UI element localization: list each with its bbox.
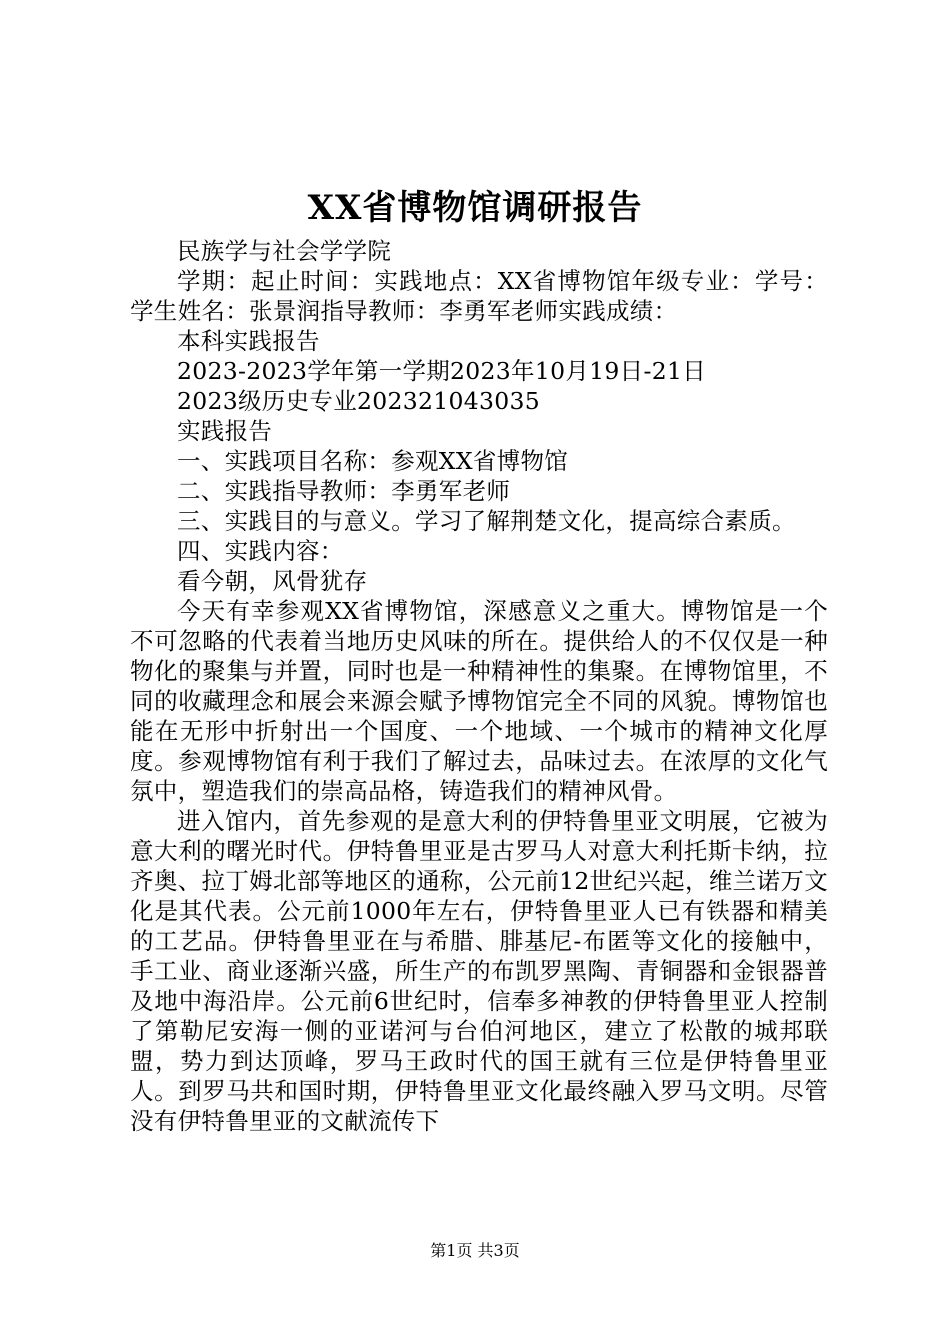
paragraph-term-dates: 2023-2023学年第一学期2023年10月19日-21日: [177, 357, 707, 385]
paragraph-section-3: 三、实践目的与意义。学习了解荆楚文化，提高综合素质。: [177, 507, 796, 535]
paragraph-section-1: 一、实践项目名称：参观XX省博物馆: [177, 447, 569, 475]
page-footer: 第1页 共3页: [430, 1241, 520, 1260]
paragraph-college: 民族学与社会学学院: [177, 237, 392, 265]
paragraph-report-heading: 实践报告: [177, 417, 273, 445]
paragraph-section-4: 四、实践内容：: [177, 537, 344, 565]
document-title: XX省博物馆调研报告: [307, 188, 643, 228]
paragraph-body-1: 今天有幸参观XX省博物馆，深感意义之重大。博物馆是一个不可忽略的代表着当地历史风味的所在。提供给人的不仅仅是一种物化的聚集与并置，同时也是一种精神性的集聚。在博物馆里，不同的收藏理念和展会来源会赋予博物馆完全不同的风貌。博物馆也能在无形中折射出一个国度、一个地域、一个城市的精神文化厚度。参观博物馆有利于我们了解过去，品味过去。在浓厚的文化气氛中，塑造我们的崇高品格，铸造我们的精神风骨。: [130, 597, 828, 805]
document-body: [130, 236, 828, 1136]
paragraph-course-info: 学期：起止时间：实践地点：XX省博物馆年级专业：学号：学生姓名：张景润指导教师：李勇军老师实践成绩：: [130, 267, 828, 325]
paragraph-body-2: 进入馆内，首先参观的是意大利的伊特鲁里亚文明展，它被为意大利的曙光时代。伊特鲁里亚是古罗马人对意大利托斯卡纳，拉齐奥、拉丁姆北部等地区的通称，公元前12世纪兴起，维兰诺万文化是其代表。公元前1000年左右，伊特鲁里亚人已有铁器和精美的工艺品。伊特鲁里亚在与希腊、腓基尼-布匿等文化的接触中，手工业、商业逐渐兴盛，所生产的布凯罗黑陶、青铜器和金银器普及地中海沿岸。公元前6世纪时，信奉多神教的伊特鲁里亚人控制了第勒尼安海一侧的亚诺河与台伯河地区，建立了松散的城邦联盟，势力到达顶峰，罗马王政时代的国王就有三位是伊特鲁里亚人。到罗马共和国时期，伊特鲁里亚文化最终融入罗马文明。尽管没有伊特鲁里亚的文献流传下: [130, 807, 828, 1135]
paragraph-report-type: 本科实践报告: [177, 327, 320, 355]
paragraph-subheading: 看今朝，风骨犹存: [177, 567, 368, 595]
paragraph-section-2: 二、实践指导教师：李勇军老师: [177, 477, 511, 505]
paragraph-grade-id: 2023级历史专业202321043035: [177, 387, 541, 415]
